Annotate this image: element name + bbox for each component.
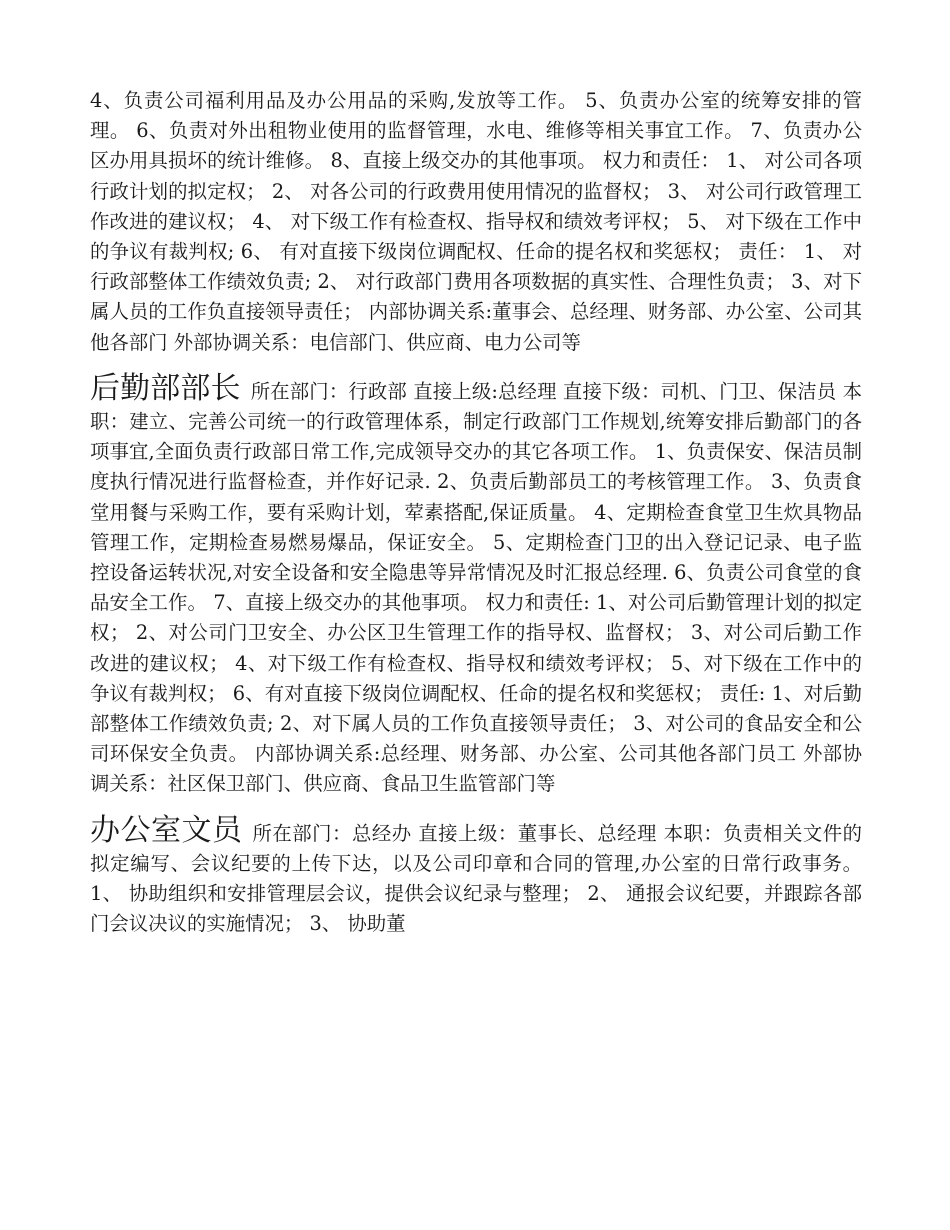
section-heading: 后勤部部长 xyxy=(90,370,241,406)
section-logistics-manager xyxy=(90,370,863,800)
paragraph-text: 4、负责公司福利用品及办公用品的采购,发放等工作。 5、负责办公室的统筹安排的管理。 6、负责对外出租物业使用的监督管理，水电、维修等相关事宜工作。 7、负责办公区办用具损坏的统计维修。 8、直接上级交办的其他事项。 权力和责任： 1、 对公司各项行政计划的拟定权； 2、 对各公司的行政费用使用情况的监督权； 3、 对公司行政管理工作改进的建议权； 4、 对下级工作有检查权、指导权和绩效考评权； 5、 对下级在工作中的争议有裁判权; 6、 有对直接下级岗位调配权、任命的提名权和奖惩权； 责任： 1、 对行政部整体工作绩效负责; 2、 对行政部门费用各项数据的真实性、合理性负责； 3、对下属人员的工作负直接领导责任； 内部协调关系:董事会、总经理、财务部、办公室、公司其他各部门 外部协调关系：电信部门、供应商、电力公司等 xyxy=(90,89,862,354)
section-text: 所在部门：行政部 直接上级:总经理 直接下级：司机、门卫、保洁员 本职：建立、完善公司统一的行政管理体系，制定行政部门工作规划,统筹安排后勤部门的各项事宜,全面负责行政部日常工作,完成领导交办的其它各项工作。 1、负责保安、保洁员制度执行情况进行监督检查，并作好记录. 2、负责后勤部员工的考核管理工作。 3、负责食堂用餐与采购工作，要有采购计划，荤素搭配,保证质量。 4、定期检查食堂卫生炊具物品管理工作，定期检查易燃易爆品，保证安全。 5、定期检查门卫的出入登记记录、电子监控设备运转状况,对安全设备和安全隐患等异常情况及时汇报总经理. 6、负责公司食堂的食品安全工作。 7、直接上级交办的其他事项。 权力和责任: 1、对公司后勤管理计划的拟定权； 2、对公司门卫安全、办公区卫生管理工作的指导权、监督权； 3、对公司后勤工作改进的建议权； 4、对下级工作有检查权、指导权和绩效考评权； 5、对下级在工作中的争议有裁判权； 6、有对直接下级岗位调配权、任命的提名权和奖惩权； 责任: 1、对后勤部整体工作绩效负责; 2、对下属人员的工作负直接领导责任； 3、对公司的食品安全和公司环保安全负责。 内部协调关系:总经理、财务部、办公室、公司其他各部门员工 外部协调关系：社区保卫部门、供应商、食品卫生监管部门等 xyxy=(90,379,863,796)
document-page xyxy=(90,86,862,939)
section-heading: 办公室文员 xyxy=(90,812,243,848)
paragraph-admin-duties xyxy=(90,86,862,358)
section-office-clerk xyxy=(90,812,863,940)
section-text: 所在部门：总经办 直接上级：董事长、总经理 本职：负责相关文件的拟定编写、会议纪要的上传下达，以及公司印章和合同的管理,办公室的日常行政事务。 1、 协助组织和安排管理层会议，提供会议纪录与整理； 2、 通报会议纪要，并跟踪各部门会议决议的实施情况； 3、 协助董 xyxy=(90,821,863,936)
